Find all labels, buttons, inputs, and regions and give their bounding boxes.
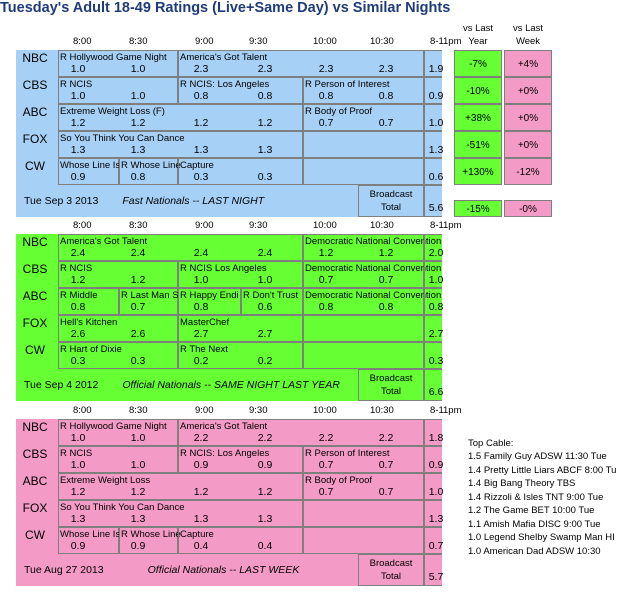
network-label: CBS bbox=[22, 262, 48, 276]
vs-last-week-header: vs Last Week bbox=[512, 23, 544, 47]
top-cable-item: 1.4 Big Bang Theory TBS bbox=[468, 478, 576, 489]
rating-value: 2.3 bbox=[257, 63, 273, 75]
show-title: R NCIS bbox=[60, 263, 93, 274]
rating-value: 1.3 bbox=[130, 513, 146, 525]
empty-cell bbox=[303, 500, 424, 527]
vs-last-week: +0% bbox=[504, 104, 552, 131]
time-header: 9:00 bbox=[195, 405, 214, 416]
broadcast-total: 6.6 bbox=[428, 386, 444, 398]
time-header: 10:30 bbox=[370, 220, 394, 231]
rating-value: 1.2 bbox=[70, 117, 86, 129]
show-title: So You Think You Can Dance bbox=[60, 502, 185, 513]
rating-value: 1.3 bbox=[257, 144, 273, 156]
panel-footer bbox=[24, 195, 264, 207]
rating-value: 1.2 bbox=[193, 117, 209, 129]
time-header: 8:30 bbox=[129, 36, 148, 47]
broadcast-total-label: Broadcast Total bbox=[369, 189, 413, 213]
show-title: R Hollywood Game Night bbox=[60, 421, 167, 432]
rating-value: 1.2 bbox=[257, 486, 273, 498]
rating-value: 1.0 bbox=[257, 274, 273, 286]
show-title: Democratic National Convention bbox=[305, 263, 442, 274]
rating-value: 0.2 bbox=[193, 355, 209, 367]
empty-cell bbox=[303, 527, 424, 554]
rating-value: 2.3 bbox=[378, 63, 394, 75]
show-title: Hell's Kitchen bbox=[60, 317, 118, 328]
time-header: 9:30 bbox=[249, 405, 268, 416]
rating-value: 0.7 bbox=[378, 274, 394, 286]
night-total: 0.9 bbox=[428, 459, 444, 471]
panel-date: Tue Sep 4 2012 bbox=[24, 379, 99, 391]
network-label: ABC bbox=[22, 474, 48, 488]
broadcast-total-label: Broadcast Total bbox=[369, 558, 413, 582]
panel-note: Official Nationals -- LAST WEEK bbox=[147, 564, 300, 576]
rating-value: 2.3 bbox=[318, 63, 334, 75]
rating-value: 2.4 bbox=[70, 247, 86, 259]
rating-value: 2.4 bbox=[257, 247, 273, 259]
ratings-panel bbox=[16, 50, 442, 217]
rating-value: 1.2 bbox=[130, 274, 146, 286]
panel-date: Tue Aug 27 2013 bbox=[24, 564, 104, 576]
rating-value: 0.8 bbox=[257, 90, 273, 102]
show-title: Capture bbox=[180, 529, 214, 540]
panel-date: Tue Sep 3 2013 bbox=[24, 195, 99, 207]
rating-value: 1.0 bbox=[70, 432, 86, 444]
rating-value: 2.6 bbox=[70, 328, 86, 340]
broadcast-total-label: Broadcast Total bbox=[369, 373, 413, 397]
rating-value: 0.4 bbox=[193, 540, 209, 552]
night-total: 1.0 bbox=[428, 486, 444, 498]
rating-value: 0.8 bbox=[130, 171, 146, 183]
rating-value: 0.9 bbox=[70, 540, 86, 552]
rating-value: 0.3 bbox=[257, 171, 273, 183]
time-header: 9:30 bbox=[249, 36, 268, 47]
show-title: R Body of Proof bbox=[305, 475, 373, 486]
time-header: 10:00 bbox=[313, 405, 337, 416]
night-total: 1.9 bbox=[428, 63, 444, 75]
show-title: America's Got Talent bbox=[180, 421, 268, 432]
top-cable-item: 1.4 Pretty Little Liars ABCF 8:00 Tu bbox=[468, 464, 617, 476]
rating-value: 2.3 bbox=[193, 63, 209, 75]
network-label: NBC bbox=[22, 420, 48, 434]
rating-value: 2.7 bbox=[257, 328, 273, 340]
network-label: FOX bbox=[22, 132, 48, 146]
network-label: NBC bbox=[22, 235, 48, 249]
rating-value: 1.0 bbox=[70, 459, 86, 471]
rating-value: 0.8 bbox=[70, 301, 86, 313]
ratings-panel bbox=[16, 234, 442, 401]
rating-value: 1.0 bbox=[70, 63, 86, 75]
network-label: CW bbox=[25, 159, 45, 173]
show-title: Democratic National Convention bbox=[305, 236, 442, 247]
network-label: CBS bbox=[22, 447, 48, 461]
night-total: 2.0 bbox=[428, 247, 444, 259]
rating-value: 0.8 bbox=[318, 90, 334, 102]
vs-last-week: +0% bbox=[504, 131, 552, 158]
show-title: So You Think You Can Dance bbox=[60, 133, 185, 144]
rating-value: 0.8 bbox=[193, 301, 209, 313]
night-total: 0.7 bbox=[428, 540, 444, 552]
rating-value: 2.2 bbox=[378, 432, 394, 444]
show-title: R NCIS bbox=[60, 448, 93, 459]
night-total: 1.3 bbox=[428, 144, 444, 156]
vs-last-year-header: vs Last Year bbox=[462, 23, 494, 47]
time-header: 10:30 bbox=[370, 405, 394, 416]
rating-value: 0.8 bbox=[378, 301, 394, 313]
rating-value: 0.7 bbox=[318, 117, 334, 129]
empty-cell bbox=[303, 315, 424, 342]
time-header: 8:30 bbox=[129, 405, 148, 416]
show-title: R Last Man S bbox=[121, 290, 179, 301]
network-label: FOX bbox=[22, 316, 48, 330]
rating-value: 2.6 bbox=[130, 328, 146, 340]
network-label: ABC bbox=[22, 105, 48, 119]
panel-footer bbox=[24, 564, 299, 576]
night-total: 1.0 bbox=[428, 117, 444, 129]
rating-value: 1.3 bbox=[70, 144, 86, 156]
show-title: MasterChef bbox=[180, 317, 230, 328]
time-header: 9:00 bbox=[195, 220, 214, 231]
network-label: CBS bbox=[22, 78, 48, 92]
night-total: 0.9 bbox=[428, 90, 444, 102]
show-title: R NCIS: Los Angeles bbox=[180, 79, 270, 90]
page-title: Tuesday's Adult 18-49 Ratings (Live+Same Day) vs Similar Nights bbox=[0, 0, 451, 16]
rating-value: 1.0 bbox=[193, 274, 209, 286]
rating-value: 0.7 bbox=[378, 486, 394, 498]
vs-last-year: -10% bbox=[454, 77, 502, 104]
rating-value: 1.0 bbox=[130, 63, 146, 75]
rating-value: 0.3 bbox=[193, 171, 209, 183]
show-title: R NCIS bbox=[60, 79, 93, 90]
broadcast-total: 5.7 bbox=[428, 571, 444, 583]
show-title: R Person of Interest bbox=[305, 448, 390, 459]
vs-last-week: -12% bbox=[504, 158, 552, 185]
show-title: R Person of Interest bbox=[305, 79, 390, 90]
night-total: 1.8 bbox=[428, 432, 444, 444]
show-title: R The Next bbox=[180, 344, 228, 355]
rating-value: 1.3 bbox=[130, 144, 146, 156]
broadcast-total: 5.6 bbox=[428, 202, 444, 214]
show-title: R Middle bbox=[60, 290, 98, 301]
night-total: 0.6 bbox=[428, 171, 444, 183]
rating-value: 0.9 bbox=[130, 540, 146, 552]
panel-footer bbox=[24, 379, 340, 391]
rating-value: 2.4 bbox=[130, 247, 146, 259]
night-total: 1.0 bbox=[428, 274, 444, 286]
rating-value: 0.7 bbox=[318, 486, 334, 498]
top-cable-item: 1.2 The Game BET 10:00 Tue bbox=[468, 505, 595, 516]
vs-last-week: +4% bbox=[504, 50, 552, 77]
network-label: NBC bbox=[22, 51, 48, 65]
vs-last-year: +130% bbox=[454, 158, 502, 185]
show-title: Whose Line Is bbox=[60, 160, 121, 171]
rating-value: 2.4 bbox=[193, 247, 209, 259]
show-title: Extreme Weight Loss (F) bbox=[60, 106, 165, 117]
rating-value: 0.9 bbox=[193, 459, 209, 471]
show-title: R Whose Line bbox=[121, 160, 181, 171]
time-header: 8:30 bbox=[129, 220, 148, 231]
total-vs-last-week: -0% bbox=[504, 200, 552, 217]
show-title: Capture bbox=[180, 160, 214, 171]
rating-value: 2.7 bbox=[193, 328, 209, 340]
night-total: 1.3 bbox=[428, 513, 444, 525]
rating-value: 0.9 bbox=[257, 459, 273, 471]
show-title: R Don't Trust bbox=[243, 290, 299, 301]
show-title: R Whose Line bbox=[121, 529, 181, 540]
rating-value: 1.3 bbox=[193, 144, 209, 156]
time-header: 10:00 bbox=[313, 36, 337, 47]
rating-value: 1.2 bbox=[318, 247, 334, 259]
rating-value: 1.2 bbox=[193, 486, 209, 498]
rating-value: 0.7 bbox=[378, 117, 394, 129]
top-cable-item: 1.0 Legend Shelby Swamp Man HI bbox=[468, 532, 615, 543]
panel-note: Fast Nationals -- LAST NIGHT bbox=[122, 195, 265, 207]
top-cable-item: 1.5 Family Guy ADSW 11:30 Tue bbox=[468, 451, 607, 462]
show-title: R Hollywood Game Night bbox=[60, 52, 167, 63]
show-title: Extreme Weight Loss bbox=[60, 475, 151, 486]
rating-value: 0.7 bbox=[378, 459, 394, 471]
range-header: 8-11pm bbox=[430, 220, 462, 231]
empty-cell bbox=[303, 131, 424, 158]
rating-value: 0.3 bbox=[130, 355, 146, 367]
rating-value: 0.8 bbox=[318, 301, 334, 313]
vs-last-year: -51% bbox=[454, 131, 502, 158]
ratings-panel bbox=[16, 419, 442, 586]
show-title: R Hart of Dixie bbox=[60, 344, 122, 355]
time-header: 9:30 bbox=[249, 220, 268, 231]
show-title: Whose Line Is bbox=[60, 529, 121, 540]
rating-value: 1.0 bbox=[130, 459, 146, 471]
time-header: 9:00 bbox=[195, 36, 214, 47]
rating-value: 1.0 bbox=[130, 90, 146, 102]
empty-cell bbox=[303, 158, 424, 185]
vs-last-year: +38% bbox=[454, 104, 502, 131]
show-title: R NCIS: Los Angeles bbox=[180, 448, 270, 459]
rating-value: 1.2 bbox=[130, 117, 146, 129]
rating-value: 1.2 bbox=[378, 247, 394, 259]
show-title: R Body of Proof bbox=[305, 106, 373, 117]
time-header: 10:30 bbox=[370, 36, 394, 47]
rating-value: 1.3 bbox=[70, 513, 86, 525]
rating-value: 1.2 bbox=[257, 117, 273, 129]
rating-value: 2.2 bbox=[318, 432, 334, 444]
show-title: America's Got Talent bbox=[180, 52, 268, 63]
rating-value: 1.2 bbox=[70, 486, 86, 498]
time-header: 10:00 bbox=[313, 220, 337, 231]
top-cable-heading: Top Cable: bbox=[468, 438, 514, 449]
rating-value: 1.0 bbox=[70, 90, 86, 102]
rating-value: 0.2 bbox=[257, 355, 273, 367]
time-header: 8:00 bbox=[73, 36, 92, 47]
vs-last-year: -7% bbox=[454, 50, 502, 77]
empty-cell bbox=[303, 342, 424, 369]
rating-value: 0.8 bbox=[193, 90, 209, 102]
top-cable-item: 1.4 Rizzoli & Isles TNT 9:00 Tue bbox=[468, 491, 604, 503]
rating-value: 1.2 bbox=[130, 486, 146, 498]
range-header: 8-11pm bbox=[430, 36, 462, 47]
top-cable-item: 1.1 Amish Mafia DISC 9:00 Tue bbox=[468, 518, 601, 530]
rating-value: 0.3 bbox=[70, 355, 86, 367]
time-header: 8:00 bbox=[73, 220, 92, 231]
network-label: CW bbox=[25, 528, 45, 542]
network-label: ABC bbox=[22, 289, 48, 303]
rating-value: 1.2 bbox=[70, 274, 86, 286]
rating-value: 1.3 bbox=[257, 513, 273, 525]
top-cable-item: 1.0 American Dad ADSW 10:30 bbox=[468, 545, 601, 557]
rating-value: 2.2 bbox=[193, 432, 209, 444]
time-header: 8:00 bbox=[73, 405, 92, 416]
rating-value: 1.0 bbox=[130, 432, 146, 444]
night-total: 2.7 bbox=[428, 328, 444, 340]
rating-value: 0.6 bbox=[257, 301, 273, 313]
panel-note: Official Nationals -- SAME NIGHT LAST YEAR bbox=[122, 379, 340, 391]
range-header: 8-11pm bbox=[430, 405, 462, 416]
show-title: Democratic National Convention bbox=[305, 290, 442, 301]
network-label: CW bbox=[25, 343, 45, 357]
show-title: America's Got Talent bbox=[60, 236, 148, 247]
rating-value: 0.7 bbox=[318, 274, 334, 286]
rating-value: 0.7 bbox=[318, 459, 334, 471]
rating-value: 0.9 bbox=[70, 171, 86, 183]
rating-value: 1.3 bbox=[193, 513, 209, 525]
rating-value: 2.2 bbox=[257, 432, 273, 444]
show-title: R NCIS Los Angeles bbox=[180, 263, 267, 274]
rating-value: 0.7 bbox=[130, 301, 146, 313]
vs-last-week: +0% bbox=[504, 77, 552, 104]
total-vs-last-year: -15% bbox=[454, 200, 502, 217]
night-total: 0.8 bbox=[428, 301, 444, 313]
rating-value: 0.8 bbox=[378, 90, 394, 102]
network-label: FOX bbox=[22, 501, 48, 515]
show-title: R Happy Endi bbox=[180, 290, 239, 301]
night-total: 0.3 bbox=[428, 355, 444, 367]
rating-value: 0.4 bbox=[257, 540, 273, 552]
